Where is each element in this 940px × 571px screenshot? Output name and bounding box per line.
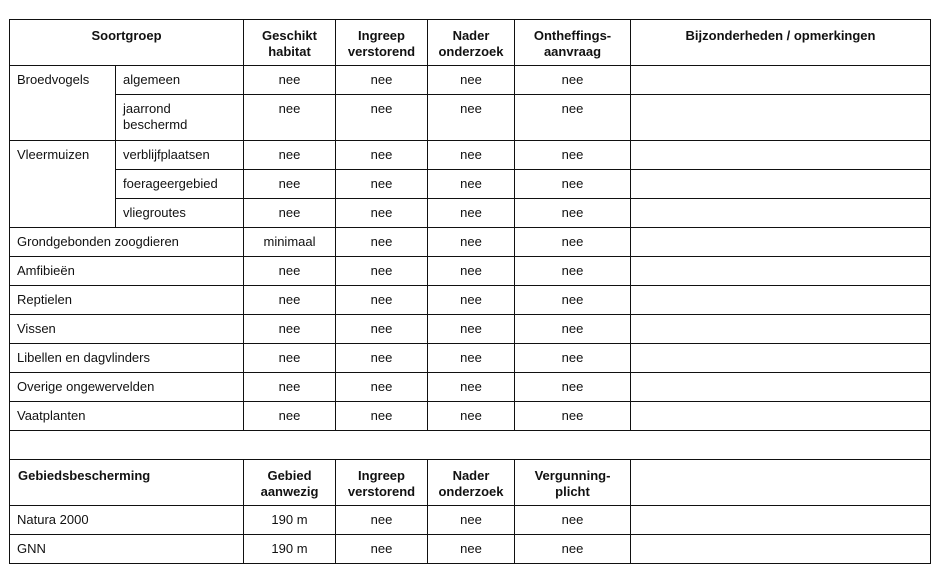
table-row xyxy=(10,315,931,344)
cell-research: nee xyxy=(428,373,515,402)
cell-research: nee xyxy=(428,66,515,95)
header-ingreep-verstorend: Ingreep verstorend xyxy=(336,20,428,66)
cell-habitat: nee xyxy=(244,344,336,373)
header-vergunningplicht: Vergunning- plicht xyxy=(515,460,631,506)
cell-present: 190 m xyxy=(244,506,336,535)
cell-impact: nee xyxy=(336,199,428,228)
cell-research: nee xyxy=(428,286,515,315)
cell-habitat: minimaal xyxy=(244,228,336,257)
cell-exemption: nee xyxy=(515,373,631,402)
cell-habitat: nee xyxy=(244,141,336,170)
table-row xyxy=(10,344,931,373)
table-row xyxy=(10,402,931,431)
header-soortgroep: Soortgroep xyxy=(10,20,244,66)
cell-habitat: nee xyxy=(244,170,336,199)
cell-exemption: nee xyxy=(515,170,631,199)
group-label: Libellen en dagvlinders xyxy=(10,344,244,373)
group-label: Grondgebonden zoogdieren xyxy=(10,228,244,257)
cell-habitat: nee xyxy=(244,66,336,95)
cell-impact: nee xyxy=(336,257,428,286)
table-row xyxy=(10,66,931,95)
group-label: Reptielen xyxy=(10,286,244,315)
cell-exemption: nee xyxy=(515,228,631,257)
cell-research: nee xyxy=(428,344,515,373)
header-geschikt-habitat: Geschikt habitat xyxy=(244,20,336,66)
area-label: Natura 2000 xyxy=(10,506,244,535)
subgroup-label: verblijfplaatsen xyxy=(116,141,244,170)
cell-impact: nee xyxy=(336,141,428,170)
group-label: Vissen xyxy=(10,315,244,344)
cell-impact: nee xyxy=(336,95,428,141)
table-row xyxy=(10,286,931,315)
cell-remarks xyxy=(631,286,931,315)
cell-habitat: nee xyxy=(244,373,336,402)
cell-exemption: nee xyxy=(515,66,631,95)
cell-research: nee xyxy=(428,95,515,141)
protected-species-table xyxy=(9,19,931,564)
cell-habitat: nee xyxy=(244,315,336,344)
cell-impact: nee xyxy=(336,66,428,95)
cell-habitat: nee xyxy=(244,402,336,431)
group-label: Vaatplanten xyxy=(10,402,244,431)
cell-impact: nee xyxy=(336,373,428,402)
cell-remarks xyxy=(631,506,931,535)
subgroup-label: jaarrond beschermd xyxy=(116,95,244,141)
header-nader-onderzoek: Nader onderzoek xyxy=(428,20,515,66)
cell-research: nee xyxy=(428,257,515,286)
cell-remarks xyxy=(631,373,931,402)
cell-remarks xyxy=(631,228,931,257)
table-row xyxy=(10,373,931,402)
area-label: GNN xyxy=(10,535,244,564)
cell-remarks xyxy=(631,257,931,286)
subgroup-label: algemeen xyxy=(116,66,244,95)
cell-impact: nee xyxy=(336,315,428,344)
cell-exemption: nee xyxy=(515,315,631,344)
header-remarks-empty xyxy=(631,460,931,506)
cell-remarks xyxy=(631,141,931,170)
cell-remarks xyxy=(631,315,931,344)
cell-remarks xyxy=(631,199,931,228)
cell-impact: nee xyxy=(336,535,428,564)
header-nader-onderzoek: Nader onderzoek xyxy=(428,460,515,506)
cell-research: nee xyxy=(428,315,515,344)
area-header-row xyxy=(10,460,931,506)
cell-exemption: nee xyxy=(515,95,631,141)
cell-habitat: nee xyxy=(244,95,336,141)
cell-impact: nee xyxy=(336,170,428,199)
cell-research: nee xyxy=(428,506,515,535)
header-ontheffingsaanvraag: Ontheffings- aanvraag xyxy=(515,20,631,66)
table-row xyxy=(10,199,931,228)
spacer-row xyxy=(10,431,931,460)
cell-impact: nee xyxy=(336,506,428,535)
group-label: Amfibieën xyxy=(10,257,244,286)
cell-remarks xyxy=(631,402,931,431)
cell-present: 190 m xyxy=(244,535,336,564)
cell-exemption: nee xyxy=(515,199,631,228)
cell-research: nee xyxy=(428,170,515,199)
cell-remarks xyxy=(631,66,931,95)
cell-permit: nee xyxy=(515,506,631,535)
table-row xyxy=(10,141,931,170)
cell-remarks xyxy=(631,344,931,373)
group-vleermuizen: Vleermuizen xyxy=(10,141,116,228)
cell-remarks xyxy=(631,535,931,564)
table-row xyxy=(10,228,931,257)
header-gebiedsbescherming: Gebiedsbescherming xyxy=(10,460,244,506)
spacer-cell xyxy=(10,431,931,460)
cell-permit: nee xyxy=(515,535,631,564)
cell-exemption: nee xyxy=(515,286,631,315)
group-broedvogels: Broedvogels xyxy=(10,66,116,141)
table-row xyxy=(10,170,931,199)
cell-exemption: nee xyxy=(515,141,631,170)
header-gebied-aanwezig: Gebied aanwezig xyxy=(244,460,336,506)
cell-exemption: nee xyxy=(515,257,631,286)
cell-impact: nee xyxy=(336,228,428,257)
cell-research: nee xyxy=(428,141,515,170)
cell-research: nee xyxy=(428,535,515,564)
cell-exemption: nee xyxy=(515,344,631,373)
table-row xyxy=(10,535,931,564)
cell-habitat: nee xyxy=(244,257,336,286)
cell-habitat: nee xyxy=(244,286,336,315)
table-row xyxy=(10,257,931,286)
cell-research: nee xyxy=(428,199,515,228)
header-opmerkingen: Bijzonderheden / opmerkingen xyxy=(631,20,931,66)
cell-impact: nee xyxy=(336,344,428,373)
cell-exemption: nee xyxy=(515,402,631,431)
table-row xyxy=(10,95,931,141)
cell-impact: nee xyxy=(336,402,428,431)
cell-habitat: nee xyxy=(244,199,336,228)
table-row xyxy=(10,506,931,535)
cell-remarks xyxy=(631,95,931,141)
group-label: Overige ongewervelden xyxy=(10,373,244,402)
header-ingreep-verstorend: Ingreep verstorend xyxy=(336,460,428,506)
species-header-row xyxy=(10,20,931,66)
cell-impact: nee xyxy=(336,286,428,315)
cell-research: nee xyxy=(428,402,515,431)
cell-remarks xyxy=(631,170,931,199)
cell-research: nee xyxy=(428,228,515,257)
subgroup-label: vliegroutes xyxy=(116,199,244,228)
subgroup-label: foerageergebied xyxy=(116,170,244,199)
